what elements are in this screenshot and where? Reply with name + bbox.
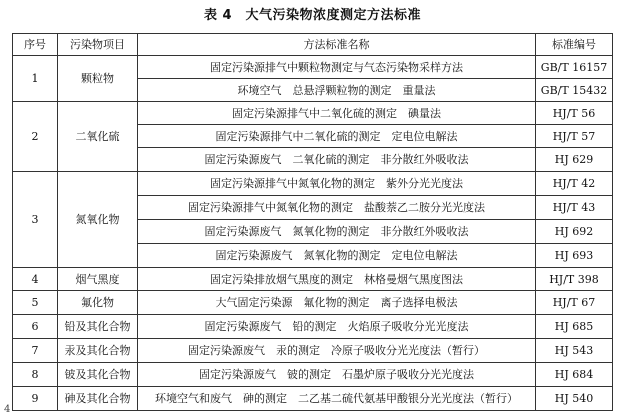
- pollutant-cell: 汞及其化合物: [58, 339, 138, 363]
- table-row: [13, 339, 613, 363]
- method-cell: 固定污染源排气中二氧化硫的测定 碘量法: [138, 102, 536, 125]
- code-cell: HJ/T 398: [536, 268, 613, 291]
- row-number: 4: [13, 268, 58, 291]
- pollutant-cell: 二氧化硫: [58, 102, 138, 172]
- table-row: [13, 102, 613, 125]
- code-cell: HJ/T 57: [536, 125, 613, 148]
- method-cell: 固定污染源废气 汞的测定 冷原子吸收分光光度法（暂行）: [138, 339, 536, 363]
- header-pollutant: 污染物项目: [58, 34, 138, 56]
- method-cell: 环境空气 总悬浮颗粒物的测定 重量法: [138, 79, 536, 102]
- table-row: [13, 315, 613, 339]
- table-row: [13, 172, 613, 196]
- code-cell: HJ/T 67: [536, 291, 613, 315]
- table-row: [13, 363, 613, 387]
- table-row: [13, 387, 613, 411]
- code-cell: GB/T 15432: [536, 79, 613, 102]
- table-row: [13, 56, 613, 79]
- row-number: 3: [13, 172, 58, 268]
- code-cell: GB/T 16157: [536, 56, 613, 79]
- code-cell: HJ/T 56: [536, 102, 613, 125]
- code-cell: HJ 692: [536, 220, 613, 244]
- pollutant-cell: 氮氧化物: [58, 172, 138, 268]
- method-cell: 固定污染排放烟气黑度的测定 林格曼烟气黑度图法: [138, 268, 536, 291]
- header-no: 序号: [13, 34, 58, 56]
- row-number: 7: [13, 339, 58, 363]
- method-cell: 固定污染源排气中颗粒物测定与气态污染物采样方法: [138, 56, 536, 79]
- method-cell: 固定污染源排气中氮氧化物的测定 盐酸萘乙二胺分光光度法: [138, 196, 536, 220]
- table-row: [13, 291, 613, 315]
- header-code: 标准编号: [536, 34, 613, 56]
- row-number: 5: [13, 291, 58, 315]
- table-title: 表 4 大气污染物浓度测定方法标准: [203, 8, 422, 23]
- code-cell: HJ/T 43: [536, 196, 613, 220]
- code-cell: HJ 543: [536, 339, 613, 363]
- row-number: 1: [13, 56, 58, 102]
- standards-table: [12, 33, 613, 411]
- row-number: 8: [13, 363, 58, 387]
- pollutant-cell: 颗粒物: [58, 56, 138, 102]
- code-cell: HJ 629: [536, 148, 613, 172]
- table-row: [13, 268, 613, 291]
- code-cell: HJ 693: [536, 244, 613, 268]
- method-cell: 固定污染源废气 铍的测定 石墨炉原子吸收分光光度法: [138, 363, 536, 387]
- method-cell: 环境空气和废气 砷的测定 二乙基二硫代氨基甲酸银分光光度法（暂行）: [138, 387, 536, 411]
- method-cell: 固定污染源废气 氮氧化物的测定 定电位电解法: [138, 244, 536, 268]
- row-number: 9: [13, 387, 58, 411]
- pollutant-cell: 氟化物: [58, 291, 138, 315]
- method-cell: 固定污染源排气中二氧化硫的测定 定电位电解法: [138, 125, 536, 148]
- method-cell: 固定污染源废气 二氧化硫的测定 非分散红外吸收法: [138, 148, 536, 172]
- code-cell: HJ 685: [536, 315, 613, 339]
- method-cell: 大气固定污染源 氟化物的测定 离子选择电极法: [138, 291, 536, 315]
- page-number: 4: [4, 404, 11, 415]
- code-cell: HJ/T 42: [536, 172, 613, 196]
- row-number: 6: [13, 315, 58, 339]
- header-method: 方法标准名称: [138, 34, 536, 56]
- pollutant-cell: 砷及其化合物: [58, 387, 138, 411]
- row-number: 2: [13, 102, 58, 172]
- code-cell: HJ 684: [536, 363, 613, 387]
- pollutant-cell: 铍及其化合物: [58, 363, 138, 387]
- pollutant-cell: 烟气黑度: [58, 268, 138, 291]
- method-cell: 固定污染源废气 铅的测定 火焰原子吸收分光光度法: [138, 315, 536, 339]
- pollutant-cell: 铅及其化合物: [58, 315, 138, 339]
- table-header-row: [13, 34, 613, 56]
- method-cell: 固定污染源废气 氮氧化物的测定 非分散红外吸收法: [138, 220, 536, 244]
- code-cell: HJ 540: [536, 387, 613, 411]
- method-cell: 固定污染源排气中氮氧化物的测定 紫外分光光度法: [138, 172, 536, 196]
